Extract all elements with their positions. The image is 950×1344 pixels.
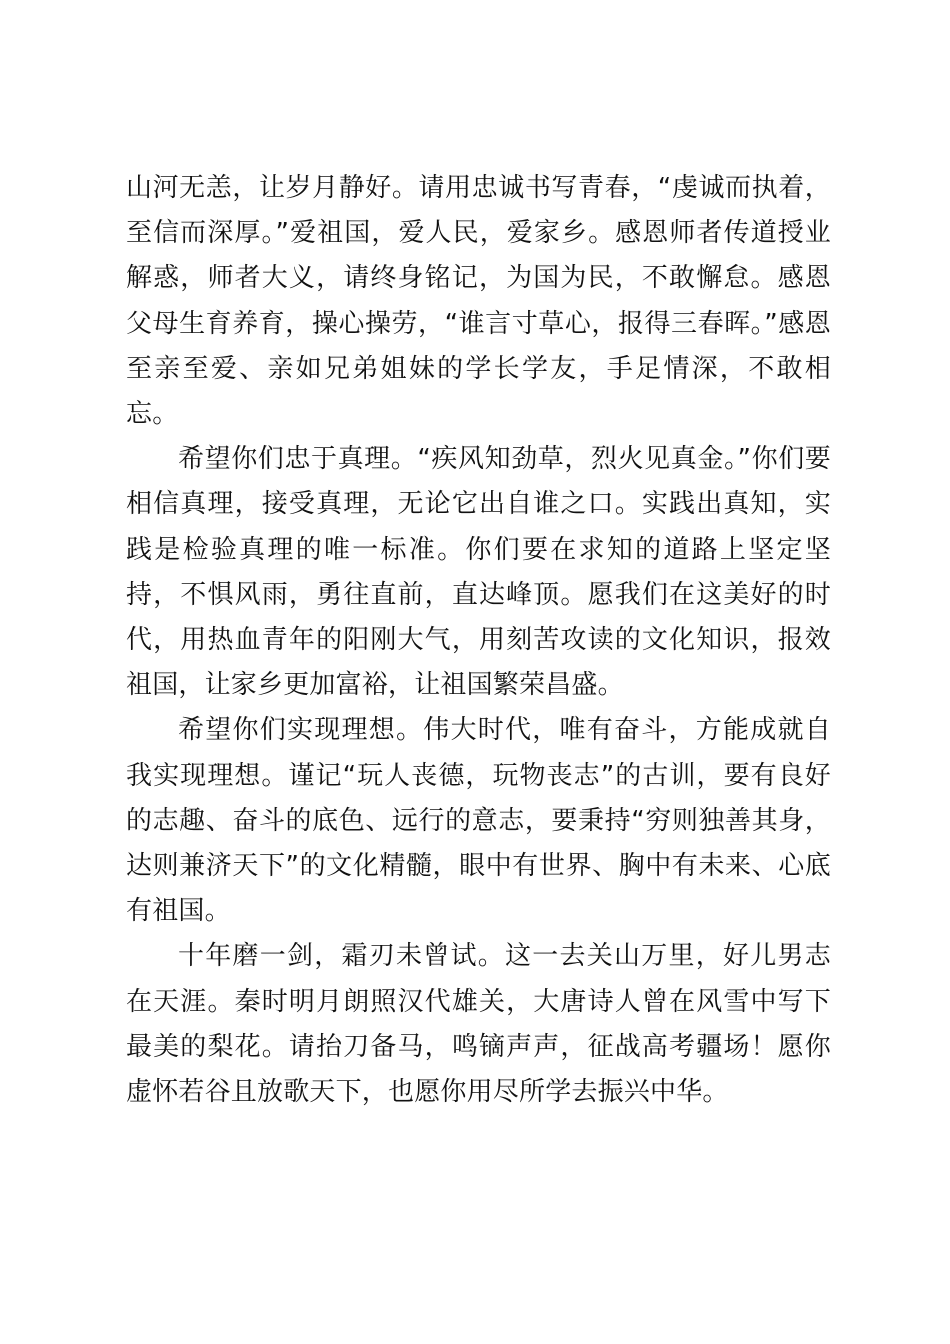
paragraph-closing: 十年磨一剑，霜刃未曾试。这一去关山万里，好儿男志在天涯。秦时明月朗照汉代雄关，大唐诗人曾在风雪中写下最美的梨花。请抬刀备马，鸣镝声声，征战高考疆场！愿你虚怀若谷且放歌天下，也愿你用尽所学去振兴中华。 (126, 941, 831, 1108)
paragraph-continuation: 山河无恙，让岁月静好。请用忠诚书写青春，“虔诚而执着，至信而深厚。”爱祖国，爱人民，爱家乡。感恩师者传道授业解惑，师者大义，请终身铭记，为国为民，不敢懈怠。感恩父母生育养育，操心操劳，“谁言寸草心，报得三春晖。”感恩至亲至爱、亲如兄弟姐妹的学长学友，手足情深，不敢相忘。 (126, 173, 831, 430)
paragraph-ideals: 希望你们实现理想。伟大时代，唯有奋斗，方能成就自我实现理想。谨记“玩人丧德，玩物丧志”的古训，要有良好的志趣、奋斗的底色、远行的意志，要秉持“穷则独善其身，达则兼济天下”的文化精髓，眼中有世界、胸中有未来、心底有祖国。 (126, 715, 831, 927)
document-body (126, 166, 831, 1115)
paragraph-truth: 希望你们忠于真理。“疾风知劲草，烈火见真金。”你们要相信真理，接受真理，无论它出自谁之口。实践出真知，实践是检验真理的唯一标准。你们要在求知的道路上坚定坚持，不惧风雨，勇往直前，直达峰顶。愿我们在这美好的时代，用热血青年的阳刚大气，用刻苦攻读的文化知识，报效祖国，让家乡更加富裕，让祖国繁荣昌盛。 (126, 444, 831, 701)
